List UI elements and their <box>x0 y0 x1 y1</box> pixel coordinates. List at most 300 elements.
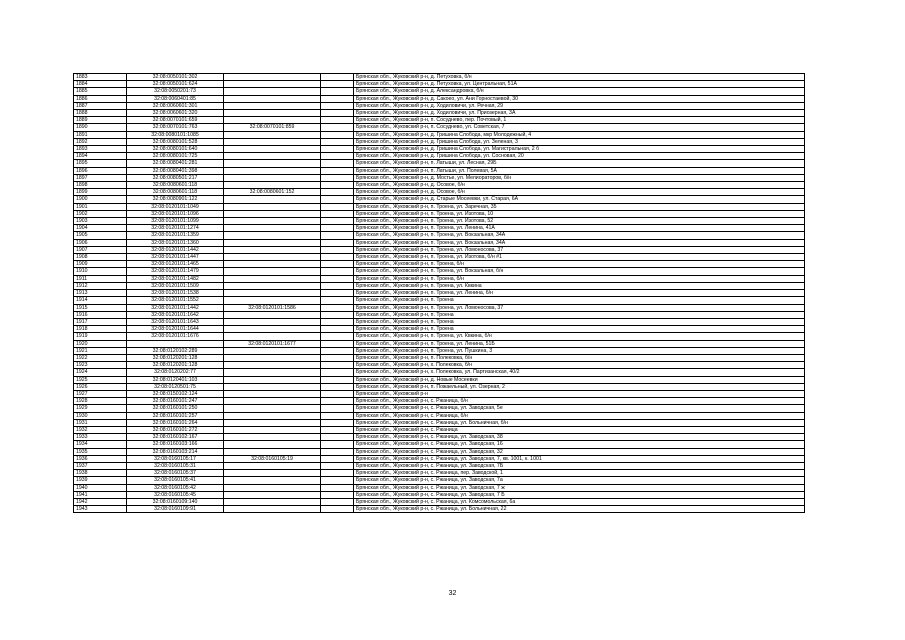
page-number: 32 <box>448 590 457 597</box>
row-number-cell: 1914 <box>74 297 127 304</box>
linked-cadastral-number-cell <box>224 506 321 513</box>
cadastral-number-cell: 32:08:0160103:214 <box>127 448 224 455</box>
table-row <box>74 189 805 196</box>
linked-cadastral-number-cell <box>224 131 321 138</box>
table-row <box>74 347 805 354</box>
linked-cadastral-number-cell <box>224 390 321 397</box>
table-row <box>74 470 805 477</box>
linked-cadastral-number-cell <box>224 95 321 102</box>
cadastral-number-cell: 32:08:0080901:122 <box>127 196 224 203</box>
linked-cadastral-number-cell <box>224 405 321 412</box>
empty-cell <box>321 167 354 174</box>
linked-cadastral-number-cell <box>224 174 321 181</box>
linked-cadastral-number-cell <box>224 412 321 419</box>
linked-cadastral-number-cell <box>224 491 321 498</box>
address-cell: Брянская обл., Жуковский р-н, х. Полековка, б/н <box>354 362 805 369</box>
address-cell: Брянская обл., Жуковский р-н, с. Ржаница, ул. Комсомольская, 6а <box>354 498 805 505</box>
address-cell: Брянская обл., Жуковский р-н, с. Ржаница, ул. Заводская, 7 Б <box>354 491 805 498</box>
empty-cell <box>321 434 354 441</box>
cadastral-number-cell: 32:08:0080101:640 <box>127 146 224 153</box>
empty-cell <box>321 347 354 354</box>
row-number-cell: 1924 <box>74 369 127 376</box>
empty-cell <box>321 290 354 297</box>
row-number-cell: 1938 <box>74 470 127 477</box>
cadastral-number-cell: 32:08:0120101:1442 <box>127 246 224 253</box>
table-row <box>74 275 805 282</box>
table-row <box>74 441 805 448</box>
empty-cell <box>321 210 354 217</box>
cadastral-number-cell: 32:08:0080601:118 <box>127 189 224 196</box>
empty-cell <box>321 318 354 325</box>
table-row <box>74 405 805 412</box>
row-number-cell: 1930 <box>74 412 127 419</box>
row-number-cell: 1921 <box>74 347 127 354</box>
address-cell: Брянская обл., Жуковский р-н, д. Новые Мосеевки <box>354 376 805 383</box>
row-number-cell: 1913 <box>74 290 127 297</box>
empty-cell <box>321 376 354 383</box>
cadastral-number-cell: 32:08:0120102:289 <box>127 347 224 354</box>
address-cell: Брянская обл., Жуковский р-н, п. Троена, ул. Вокзальная, б/н <box>354 268 805 275</box>
row-number-cell: 1916 <box>74 311 127 318</box>
linked-cadastral-number-cell <box>224 318 321 325</box>
row-number-cell: 1908 <box>74 254 127 261</box>
table-row <box>74 484 805 491</box>
cadastral-number-cell: 32:08:0050101:302 <box>127 74 224 81</box>
empty-cell <box>321 189 354 196</box>
row-number-cell: 1903 <box>74 218 127 225</box>
cadastral-number-cell: 32:08:0120101:1642 <box>127 311 224 318</box>
linked-cadastral-number-cell <box>224 254 321 261</box>
empty-cell <box>321 462 354 469</box>
cadastral-number-cell: 32:08:0120501:75 <box>127 383 224 390</box>
empty-cell <box>321 131 354 138</box>
address-cell: Брянская обл., Жуковский р-н, д. Гришина Слобода, ул. Магистральная, 2 б <box>354 146 805 153</box>
linked-cadastral-number-cell <box>224 110 321 117</box>
linked-cadastral-number-cell <box>224 138 321 145</box>
cadastral-number-cell: 32:08:0120101:1274 <box>127 225 224 232</box>
linked-cadastral-number-cell <box>224 354 321 361</box>
linked-cadastral-number-cell: 32:08:0120101:1586 <box>224 304 321 311</box>
empty-cell <box>321 412 354 419</box>
address-cell: Брянская обл., Жуковский р-н, д. Петуховка, б/н <box>354 74 805 81</box>
empty-cell <box>321 304 354 311</box>
table-row <box>74 326 805 333</box>
address-cell: Брянская обл., Жуковский р-н, п. Троена, ул. Ленина, 51Б <box>354 340 805 347</box>
empty-cell <box>321 102 354 109</box>
row-number-cell: 1919 <box>74 333 127 340</box>
address-cell: Брянская обл., Жуковский р-н, д. Осовое, б/н <box>354 189 805 196</box>
address-cell: Брянская обл., Жуковский р-н, д. Старые Мосеевки, ул. Старая, 6А <box>354 196 805 203</box>
address-cell: Брянская обл., Жуковский р-н, п. Троена, ул. Ленина, 41А <box>354 225 805 232</box>
empty-cell <box>321 218 354 225</box>
cadastral-number-cell: 32:08:0080401:398 <box>127 167 224 174</box>
table-row <box>74 376 805 383</box>
table-row <box>74 297 805 304</box>
row-number-cell: 1896 <box>74 167 127 174</box>
cadastral-number-cell: 32:08:0060401:85 <box>127 95 224 102</box>
row-number-cell: 1912 <box>74 282 127 289</box>
cadastral-number-cell: 32:08:0160102:167 <box>127 434 224 441</box>
row-number-cell: 1899 <box>74 189 127 196</box>
table-row <box>74 455 805 462</box>
linked-cadastral-number-cell <box>224 448 321 455</box>
table-row <box>74 239 805 246</box>
linked-cadastral-number-cell <box>224 275 321 282</box>
row-number-cell: 1920 <box>74 340 127 347</box>
row-number-cell: 1933 <box>74 434 127 441</box>
empty-cell <box>321 405 354 412</box>
cadastral-number-cell: 32:08:0160101:257 <box>127 412 224 419</box>
address-cell: Брянская обл., Жуковский р-н, п. Троена, ул. Заречная, 35 <box>354 203 805 210</box>
empty-cell <box>321 138 354 145</box>
row-number-cell: 1915 <box>74 304 127 311</box>
address-cell: Брянская обл., Жуковский р-н, п. Троена, ул. Вокзальная, 34А <box>354 232 805 239</box>
row-number-cell: 1918 <box>74 326 127 333</box>
row-number-cell: 1905 <box>74 232 127 239</box>
cadastral-number-cell: 32:08:0120101:1359 <box>127 232 224 239</box>
table-row <box>74 412 805 419</box>
linked-cadastral-number-cell <box>224 462 321 469</box>
address-cell: Брянская обл., Жуковский р-н, п. Троена, ул. Вокзальная, 34А <box>354 239 805 246</box>
empty-cell <box>321 153 354 160</box>
row-number-cell: 1935 <box>74 448 127 455</box>
cadastral-number-cell: 32:08:0080601:118 <box>127 182 224 189</box>
empty-cell <box>321 254 354 261</box>
linked-cadastral-number-cell <box>224 88 321 95</box>
cadastral-number-cell: 32:08:0120401:103 <box>127 376 224 383</box>
row-number-cell: 1923 <box>74 362 127 369</box>
address-cell: Брянская обл., Жуковский р-н, д. Петуховка, ул. Центральная, 51А <box>354 81 805 88</box>
empty-cell <box>321 110 354 117</box>
linked-cadastral-number-cell <box>224 160 321 167</box>
address-cell: Брянская обл., Жуковский р-н, п. Троена, ул. Ломоносова, 37 <box>354 246 805 253</box>
linked-cadastral-number-cell <box>224 167 321 174</box>
empty-cell <box>321 174 354 181</box>
table-row <box>74 340 805 347</box>
linked-cadastral-number-cell <box>224 232 321 239</box>
table-row <box>74 182 805 189</box>
table-row <box>74 254 805 261</box>
empty-cell <box>321 297 354 304</box>
address-cell: Брянская обл., Жуковский р-н, д. Осовое, б/н <box>354 182 805 189</box>
empty-cell <box>321 95 354 102</box>
row-number-cell: 1884 <box>74 81 127 88</box>
address-cell: Брянская обл., Жуковский р-н, п. Троена, ул. Ленина, б/н <box>354 290 805 297</box>
address-cell: Брянская обл., Жуковский р-н, п. Троена, б/н <box>354 275 805 282</box>
cadastral-number-cell: 32:08:0160105:37 <box>127 470 224 477</box>
cadastral-number-cell: 32:08:0080101:1085 <box>127 131 224 138</box>
address-cell: Брянская обл., Жуковский р-н, д. Гришина Слобода, ул. Зеленая, 3 <box>354 138 805 145</box>
cadastral-number-cell: 32:08:0120202:77 <box>127 369 224 376</box>
cadastral-number-cell: 32:08:0160109:91 <box>127 506 224 513</box>
table-row <box>74 311 805 318</box>
empty-cell <box>321 261 354 268</box>
cadastral-number-cell: 32:08:0160105:45 <box>127 491 224 498</box>
row-number-cell: 1942 <box>74 498 127 505</box>
linked-cadastral-number-cell <box>224 434 321 441</box>
cadastral-number-cell: 32:08:0160105:31 <box>127 462 224 469</box>
linked-cadastral-number-cell <box>224 333 321 340</box>
table-row <box>74 131 805 138</box>
cadastral-number-cell: 32:08:0080101:528 <box>127 138 224 145</box>
linked-cadastral-number-cell <box>224 426 321 433</box>
address-cell: Брянская обл., Жуковский р-н <box>354 390 805 397</box>
row-number-cell: 1926 <box>74 383 127 390</box>
row-number-cell: 1886 <box>74 95 127 102</box>
empty-cell <box>321 182 354 189</box>
row-number-cell: 1907 <box>74 246 127 253</box>
cadastral-number-cell: 32:08:0120201:128 <box>127 362 224 369</box>
empty-cell <box>321 246 354 253</box>
linked-cadastral-number-cell <box>224 326 321 333</box>
linked-cadastral-number-cell <box>224 239 321 246</box>
address-cell: Брянская обл., Жуковский р-н, п. Сосуднево, пер. Почтовый, 1 <box>354 117 805 124</box>
row-number-cell: 1911 <box>74 275 127 282</box>
linked-cadastral-number-cell <box>224 268 321 275</box>
row-number-cell: 1922 <box>74 354 127 361</box>
table-row <box>74 398 805 405</box>
cadastral-number-cell: 32:08:0070101:763 <box>127 124 224 131</box>
empty-cell <box>321 498 354 505</box>
cadastral-number-cell: 32:08:0120101:1509 <box>127 282 224 289</box>
cadastral-number-cell: 32:08:0160105:17 <box>127 455 224 462</box>
registry-table-body <box>74 74 805 513</box>
address-cell: Брянская обл., Жуковский р-н, п. Пожаельный, ул. Озерная, 2 <box>354 383 805 390</box>
empty-cell <box>321 282 354 289</box>
linked-cadastral-number-cell <box>224 484 321 491</box>
table-row <box>74 110 805 117</box>
empty-cell <box>321 354 354 361</box>
linked-cadastral-number-cell <box>224 74 321 81</box>
table-row <box>74 246 805 253</box>
table-row <box>74 124 805 131</box>
linked-cadastral-number-cell <box>224 102 321 109</box>
empty-cell <box>321 484 354 491</box>
cadastral-number-cell: 32:08:0160101:247 <box>127 398 224 405</box>
table-row <box>74 290 805 297</box>
linked-cadastral-number-cell <box>224 117 321 124</box>
cadastral-number-cell: 32:08:0120101:1099 <box>127 218 224 225</box>
cadastral-number-cell: 32:08:0160101:264 <box>127 419 224 426</box>
cadastral-number-cell: 32:08:0120101:1096 <box>127 210 224 217</box>
linked-cadastral-number-cell: 32:08:0080601:152 <box>224 189 321 196</box>
row-number-cell: 1902 <box>74 210 127 217</box>
empty-cell <box>321 362 354 369</box>
address-cell: Брянская обл., Жуковский р-н, с. Ржаница, ул. Заводская, 16 <box>354 441 805 448</box>
empty-cell <box>321 326 354 333</box>
address-cell: Брянская обл., Жуковский р-н, с. Ржаница, ул. Заводская, 7а <box>354 477 805 484</box>
address-cell: Брянская обл., Жуковский р-н, п. Латыши, ул. Лесная, 29Б <box>354 160 805 167</box>
address-cell: Брянская обл., Жуковский р-н, с. Ржаница, ул. Заводская, 32 <box>354 448 805 455</box>
table-row <box>74 261 805 268</box>
row-number-cell: 1940 <box>74 484 127 491</box>
row-number-cell: 1890 <box>74 124 127 131</box>
linked-cadastral-number-cell <box>224 419 321 426</box>
table-row <box>74 146 805 153</box>
empty-cell <box>321 419 354 426</box>
empty-cell <box>321 441 354 448</box>
empty-cell <box>321 477 354 484</box>
address-cell: Брянская обл., Жуковский р-н, п. Троена <box>354 326 805 333</box>
table-row <box>74 506 805 513</box>
table-row <box>74 318 805 325</box>
empty-cell <box>321 117 354 124</box>
linked-cadastral-number-cell <box>224 196 321 203</box>
empty-cell <box>321 369 354 376</box>
cadastral-number-cell: 32:08:0050201:73 <box>127 88 224 95</box>
table-row <box>74 304 805 311</box>
cadastral-number-cell: 32:08:0120101:1049 <box>127 203 224 210</box>
cadastral-number-cell: 32:08:0120101:1538 <box>127 290 224 297</box>
table-row <box>74 477 805 484</box>
empty-cell <box>321 124 354 131</box>
row-number-cell: 1891 <box>74 131 127 138</box>
address-cell: Брянская обл., Жуковский р-н, п. Троена, ул. Квкина <box>354 282 805 289</box>
empty-cell <box>321 448 354 455</box>
table-row <box>74 282 805 289</box>
empty-cell <box>321 268 354 275</box>
row-number-cell: 1895 <box>74 160 127 167</box>
address-cell: Брянская обл., Жуковский р-н, д. Александровка, б/н <box>354 88 805 95</box>
row-number-cell: 1909 <box>74 261 127 268</box>
row-number-cell: 1941 <box>74 491 127 498</box>
linked-cadastral-number-cell <box>224 369 321 376</box>
row-number-cell: 1931 <box>74 419 127 426</box>
address-cell: Брянская обл., Жуковский р-н, п. Латыши, ул. Полевая, 5А <box>354 167 805 174</box>
table-row <box>74 88 805 95</box>
address-cell: Брянская обл., Жуковский р-н, с. Ржаница <box>354 426 805 433</box>
address-cell: Брянская обл., Жуковский р-н, д. Ходиловичи, ул. Речная, 29 <box>354 102 805 109</box>
row-number-cell: 1917 <box>74 318 127 325</box>
cadastral-number-cell: 32:08:0120101:1482 <box>127 275 224 282</box>
address-cell: Брянская обл., Жуковский р-н, п. Троена, ул. Квкина, б/н <box>354 333 805 340</box>
linked-cadastral-number-cell <box>224 81 321 88</box>
row-number-cell: 1897 <box>74 174 127 181</box>
table-row <box>74 390 805 397</box>
cadastral-number-cell: 32:08:0160105:42 <box>127 484 224 491</box>
cadastral-number-cell: 32:08:0160101:272 <box>127 426 224 433</box>
row-number-cell: 1904 <box>74 225 127 232</box>
address-cell: Брянская обл., Жуковский р-н, д. Сакоео, ул. Ани Горностаевой, 30 <box>354 95 805 102</box>
row-number-cell: 1925 <box>74 376 127 383</box>
address-cell: Брянская обл., Жуковский р-н, с. Ржаница, ул. Больничная, 22 <box>354 506 805 513</box>
address-cell: Брянская обл., Жуковский р-н, с. Ржаница, ул. Больничная, б/н <box>354 419 805 426</box>
table-row <box>74 333 805 340</box>
empty-cell <box>321 225 354 232</box>
cadastral-number-cell: 32:08:0120101:1465 <box>127 261 224 268</box>
empty-cell <box>321 232 354 239</box>
linked-cadastral-number-cell <box>224 441 321 448</box>
cadastral-number-cell: 32:08:0160103:166 <box>127 441 224 448</box>
row-number-cell: 1934 <box>74 441 127 448</box>
table-row <box>74 218 805 225</box>
empty-cell <box>321 470 354 477</box>
address-cell: Брянская обл., Жуковский р-н, п. Троена, ул. Изотова, 10 <box>354 210 805 217</box>
table-row <box>74 491 805 498</box>
empty-cell <box>321 74 354 81</box>
linked-cadastral-number-cell <box>224 261 321 268</box>
address-cell: Брянская обл., Жуковский р-н, с. Ржаница, ул. Заводская, 5е <box>354 405 805 412</box>
linked-cadastral-number-cell: 32:08:0120101:1677 <box>224 340 321 347</box>
table-row <box>74 174 805 181</box>
linked-cadastral-number-cell <box>224 225 321 232</box>
address-cell: Брянская обл., Жуковский р-н, с. Ржаница, пер. Заводской, 1 <box>354 470 805 477</box>
address-cell: Брянская обл., Жуковский р-н, х. Полековка, ул. Партизанская, 40/2 <box>354 369 805 376</box>
cadastral-number-cell: 32:08:0120101:1552 <box>127 297 224 304</box>
cadastral-number-cell: 32:08:0120101:1442 <box>127 304 224 311</box>
linked-cadastral-number-cell <box>224 210 321 217</box>
empty-cell <box>321 275 354 282</box>
cadastral-number-cell: 32:08:0120101:1643 <box>127 318 224 325</box>
table-row <box>74 160 805 167</box>
address-cell: Брянская обл., Жуковский р-н, с. Ржаница, ул. Заводская, 7, кв. 1001, к. 1001 <box>354 455 805 462</box>
row-number-cell: 1939 <box>74 477 127 484</box>
address-cell: Брянская обл., Жуковский р-н, п. Сосуднево, ул. Советская, 7 <box>354 124 805 131</box>
table-row <box>74 369 805 376</box>
cadastral-number-cell: 32:08:0150102:124 <box>127 390 224 397</box>
address-cell: Брянская обл., Жуковский р-н, д. Ходиловичи, ул. Приозерная, 3А <box>354 110 805 117</box>
address-cell: Брянская обл., Жуковский р-н, п. Троена, ул. Ломоносова, 37 <box>354 304 805 311</box>
table-row <box>74 448 805 455</box>
address-cell: Брянская обл., Жуковский р-н, п. Троена, ул. Изотова, 52 <box>354 218 805 225</box>
row-number-cell: 1906 <box>74 239 127 246</box>
cadastral-number-cell: 32:08:0070101:659 <box>127 117 224 124</box>
linked-cadastral-number-cell <box>224 153 321 160</box>
address-cell: Брянская обл., Жуковский р-н, п. Троена <box>354 318 805 325</box>
row-number-cell: 1901 <box>74 203 127 210</box>
table-row <box>74 434 805 441</box>
row-number-cell: 1910 <box>74 268 127 275</box>
address-cell: Брянская обл., Жуковский р-н, д. Гришина Слобода, ул. Сосновая, 20 <box>354 153 805 160</box>
row-number-cell: 1936 <box>74 455 127 462</box>
table-row <box>74 462 805 469</box>
table-row <box>74 95 805 102</box>
row-number-cell: 1927 <box>74 390 127 397</box>
empty-cell <box>321 491 354 498</box>
linked-cadastral-number-cell <box>224 246 321 253</box>
linked-cadastral-number-cell <box>224 347 321 354</box>
row-number-cell: 1943 <box>74 506 127 513</box>
row-number-cell: 1928 <box>74 398 127 405</box>
address-cell: Брянская обл., Жуковский р-н, д. Мостье, ул. Мелиораторов, б/н <box>354 174 805 181</box>
empty-cell <box>321 390 354 397</box>
linked-cadastral-number-cell <box>224 470 321 477</box>
empty-cell <box>321 333 354 340</box>
row-number-cell: 1900 <box>74 196 127 203</box>
table-row <box>74 498 805 505</box>
table-row <box>74 268 805 275</box>
address-cell: Брянская обл., Жуковский р-н, п. Троена, ул. Пушкина, 3 <box>354 347 805 354</box>
cadastral-number-cell: 32:08:0080401:281 <box>127 160 224 167</box>
cadastral-number-cell: 32:08:0080501:217 <box>127 174 224 181</box>
row-number-cell: 1889 <box>74 117 127 124</box>
table-row <box>74 210 805 217</box>
linked-cadastral-number-cell <box>224 376 321 383</box>
row-number-cell: 1892 <box>74 138 127 145</box>
linked-cadastral-number-cell <box>224 498 321 505</box>
table-row <box>74 354 805 361</box>
empty-cell <box>321 455 354 462</box>
table-row <box>74 225 805 232</box>
table-row <box>74 167 805 174</box>
cadastral-number-cell: 32:08:0120201:128 <box>127 354 224 361</box>
linked-cadastral-number-cell <box>224 477 321 484</box>
cadastral-number-cell: 32:08:0080101:725 <box>127 153 224 160</box>
row-number-cell: 1929 <box>74 405 127 412</box>
row-number-cell: 1887 <box>74 102 127 109</box>
linked-cadastral-number-cell <box>224 182 321 189</box>
empty-cell <box>321 383 354 390</box>
